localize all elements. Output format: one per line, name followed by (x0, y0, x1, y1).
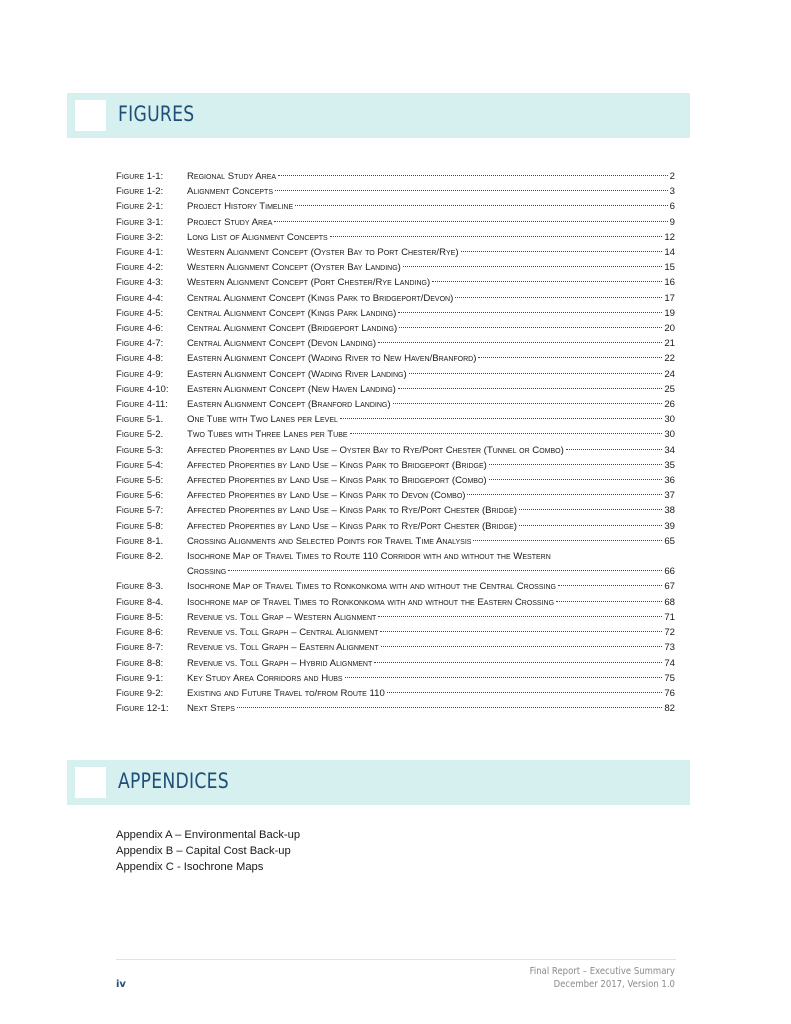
figure-label: Figure 9-1: (116, 672, 164, 684)
figure-label: Figure 2-1: (116, 201, 164, 213)
figure-entry[interactable] (116, 199, 675, 214)
dot-leader (228, 570, 662, 571)
figure-title: Crossing (187, 566, 227, 578)
figure-entry[interactable] (116, 321, 675, 336)
dot-leader (378, 616, 662, 617)
figure-entry-text (187, 199, 675, 214)
figure-title: Project History Timeline (187, 201, 294, 213)
dot-leader (489, 464, 662, 465)
header-square (75, 767, 106, 798)
figure-label: Figure 5-7: (116, 505, 164, 517)
figure-label: Figure 1-1: (116, 171, 164, 182)
figure-page-number: 14 (664, 247, 675, 259)
figure-label: Figure 8-5: (116, 611, 164, 623)
dot-leader (380, 631, 662, 632)
figure-entry[interactable] (116, 230, 675, 245)
figure-title: Eastern Alignment Concept (New Haven Landing) (187, 383, 396, 395)
figure-entry-text (187, 564, 675, 579)
figure-page-number: 66 (664, 566, 675, 578)
figure-label: Figure 4-7: (116, 338, 164, 350)
figure-entry[interactable] (116, 291, 675, 306)
dot-leader (274, 221, 667, 222)
figure-page-number: 25 (664, 383, 675, 395)
figure-page-number: 65 (664, 535, 675, 547)
dot-leader (566, 449, 663, 450)
figure-label: Figure 4-8: (116, 353, 164, 365)
figure-entry[interactable] (116, 412, 675, 427)
figure-title: Central Alignment Concept (Bridgeport Landing) (187, 323, 398, 335)
figure-page-number: 17 (664, 292, 675, 304)
figure-entry-text (187, 519, 675, 534)
figure-entry-text (187, 275, 675, 290)
figure-page-number: 2 (669, 171, 675, 182)
dot-leader (393, 403, 663, 404)
figure-entry[interactable] (116, 275, 675, 290)
page-number: iv (116, 979, 126, 990)
figure-entry[interactable] (116, 351, 675, 366)
figure-page-number: 37 (664, 490, 675, 502)
figure-entry[interactable] (116, 656, 675, 671)
figure-entry-text (187, 549, 675, 564)
figure-entry[interactable] (116, 579, 675, 594)
figure-label: Figure 5-1. (116, 414, 164, 426)
figure-page-number: 30 (664, 414, 675, 426)
figure-entry[interactable] (116, 519, 675, 534)
figure-title: Affected Properties by Land Use – Kings Park to Bridgeport (Combo) (187, 475, 487, 487)
figure-entry[interactable] (116, 503, 675, 518)
figure-title: Central Alignment Concept (Devon Landing) (187, 338, 377, 350)
figure-title: Western Alignment Concept (Oyster Bay to Port Chester/Rye) (187, 247, 459, 259)
appendix-item[interactable]: Appendix C - Isochrone Maps (116, 861, 264, 873)
figure-entry-text (187, 701, 675, 716)
figure-entry[interactable] (116, 595, 675, 610)
figure-entry-text (187, 184, 675, 199)
figure-entry-text (187, 579, 675, 594)
figure-entry[interactable] (116, 458, 675, 473)
figure-label: Figure 5-2. (116, 429, 164, 441)
header-square (75, 100, 106, 131)
dot-leader (237, 707, 662, 708)
figure-entry[interactable] (116, 488, 675, 503)
dot-leader (519, 509, 662, 510)
figure-label: Figure 5-4: (116, 459, 164, 471)
figure-entry-text (187, 427, 675, 442)
figure-title: Affected Properties by Land Use – Kings Park to Bridgeport (Bridge) (187, 459, 487, 471)
figure-entry[interactable] (116, 564, 675, 579)
figure-entry-text (187, 534, 675, 549)
figure-page-number: 9 (669, 216, 675, 228)
figure-title: Regional Study Area (187, 171, 277, 182)
figure-page-number: 38 (664, 505, 675, 517)
figure-page-number: 12 (664, 231, 675, 243)
dot-leader (467, 494, 662, 495)
dot-leader (340, 418, 662, 419)
dot-leader (275, 190, 668, 191)
figure-label: Figure 5-8: (116, 520, 164, 532)
figure-entry-text (187, 291, 675, 306)
figure-page-number: 72 (664, 627, 675, 639)
figure-page-number: 21 (664, 338, 675, 350)
figure-title: Affected Properties by Land Use – Oyster Bay to Rye/Port Chester (Tunnel or Combo) (187, 444, 564, 456)
figure-entry-text (187, 610, 675, 625)
dot-leader (387, 692, 663, 693)
dot-leader (473, 540, 662, 541)
dot-leader (455, 297, 662, 298)
dot-leader (398, 312, 662, 313)
figure-entry[interactable] (116, 367, 675, 382)
figure-label: Figure 4-9: (116, 368, 164, 380)
figure-entry[interactable] (116, 184, 675, 199)
figure-entry[interactable] (116, 473, 675, 488)
figure-label: Figure 4-6: (116, 323, 164, 335)
dot-leader (381, 646, 663, 647)
figures-header-band (67, 93, 690, 138)
figure-page-number: 24 (664, 368, 675, 380)
figure-title: Crossing Alignments and Selected Points for Travel Time Analysis (187, 535, 472, 547)
dot-leader (556, 601, 662, 602)
figure-page-number: 68 (664, 596, 675, 608)
figure-entry[interactable] (116, 306, 675, 321)
figure-entry[interactable] (116, 336, 675, 351)
figure-entry-text (187, 503, 675, 518)
figure-title: Central Alignment Concept (Kings Park Landing) (187, 307, 397, 319)
figure-entry[interactable] (116, 382, 675, 397)
figure-label: Figure 8-7: (116, 642, 164, 654)
dot-leader (374, 662, 662, 663)
figure-title: Affected Properties by Land Use – Kings Park to Rye/Port Chester (Bridge) (187, 520, 517, 532)
figure-title: Western Alignment Concept (Port Chester/Rye Landing) (187, 277, 431, 289)
figure-entry-text (187, 169, 675, 184)
figure-label: Figure 5-6: (116, 490, 164, 502)
figure-entry-text (187, 321, 675, 336)
appendix-item[interactable]: Appendix B – Capital Cost Back-up (116, 845, 291, 857)
dot-leader (278, 175, 668, 176)
figure-title: Eastern Alignment Concept (Wading River Landing) (187, 368, 407, 380)
figure-label: Figure 4-5: (116, 307, 164, 319)
figure-title: Project Study Area (187, 216, 273, 228)
figure-page-number: 74 (664, 657, 675, 669)
dot-leader (330, 236, 663, 237)
dot-leader (432, 281, 662, 282)
figure-title: Key Study Area Corridors and Hubs (187, 672, 343, 684)
figure-entry[interactable] (116, 701, 675, 716)
figure-page-number: 3 (669, 186, 675, 198)
dot-leader (478, 357, 662, 358)
figure-entry-text (187, 488, 675, 503)
figure-label: Figure 5-3: (116, 444, 164, 456)
figure-entry-text (187, 245, 675, 260)
appendix-item[interactable]: Appendix A – Environmental Back-up (116, 829, 301, 841)
figure-entry-text (187, 397, 675, 412)
figure-title: Revenue vs. Toll Grap – Western Alignment (187, 611, 377, 623)
dot-leader (409, 373, 663, 374)
figure-page-number: 76 (664, 687, 675, 699)
footer-report-info (530, 965, 675, 991)
figure-page-number: 26 (664, 399, 675, 411)
appendices-heading: APPENDICES (118, 769, 229, 793)
figure-entry-text (187, 230, 675, 245)
figure-label: Figure 4-3: (116, 277, 164, 289)
figure-page-number: 39 (664, 520, 675, 532)
figure-page-number: 20 (664, 323, 675, 335)
figure-page-number: 75 (664, 672, 675, 684)
figure-entry-text (187, 215, 675, 230)
footer-report-title: Final Report – Executive Summary (529, 966, 675, 977)
dot-leader (403, 266, 662, 267)
figure-entry-text (187, 686, 675, 701)
dot-leader (350, 433, 663, 434)
figure-entry[interactable] (116, 397, 675, 412)
appendix-list (116, 827, 300, 875)
figure-title: Revenue vs. Toll Graph – Central Alignment (187, 627, 379, 639)
figure-label: Figure 12-1: (116, 703, 169, 715)
figure-entry-text (187, 640, 675, 655)
list-of-figures (116, 169, 675, 716)
figure-label: Figure 4-1: (116, 247, 164, 259)
figure-page-number: 36 (664, 475, 675, 487)
figure-page-number: 34 (664, 444, 675, 456)
dot-leader (461, 251, 663, 252)
figure-entry[interactable] (116, 610, 675, 625)
figure-page-number: 73 (664, 642, 675, 654)
figure-title: Alignment Concepts (187, 186, 273, 198)
figure-page-number: 15 (664, 262, 675, 274)
figure-label: Figure 9-2: (116, 687, 164, 699)
figure-entry[interactable] (116, 260, 675, 275)
figure-entry[interactable] (116, 245, 675, 260)
figure-page-number: 71 (664, 611, 675, 623)
figure-title: Affected Properties by Land Use – Kings Park to Rye/Port Chester (Bridge) (187, 505, 517, 517)
figure-page-number: 22 (664, 353, 675, 365)
figure-title: Next Steps (187, 703, 235, 715)
figure-entry-text (187, 382, 675, 397)
figure-title: Western Alignment Concept (Oyster Bay Landing) (187, 262, 401, 274)
figure-label: Figure 8-4. (116, 596, 164, 608)
figure-title: Long List of Alignment Concepts (187, 231, 328, 243)
figure-entry-text (187, 367, 675, 382)
figure-entry-text (187, 351, 675, 366)
figure-title: Two Tubes with Three Lanes per Tube (187, 429, 348, 441)
figure-page-number: 35 (664, 459, 675, 471)
figure-entry-text (187, 656, 675, 671)
figure-page-number: 6 (669, 201, 675, 213)
dot-leader (399, 327, 662, 328)
figure-label: Figure 8-8: (116, 657, 164, 669)
figure-title: Eastern Alignment Concept (Wading River to New Haven/Branford) (187, 353, 477, 365)
figures-heading: FIGURES (118, 102, 195, 126)
figure-entry-text (187, 671, 675, 686)
footer-date-version: December 2017, Version 1.0 (553, 979, 675, 990)
figure-entry[interactable] (116, 215, 675, 230)
figure-entry-text (187, 260, 675, 275)
figure-page-number: 16 (664, 277, 675, 289)
figure-entry-text (187, 306, 675, 321)
figure-entry-text (187, 412, 675, 427)
figure-entry[interactable] (116, 549, 675, 564)
figure-title: Affected Properties by Land Use – Kings Park to Devon (Combo) (187, 490, 466, 502)
figure-label: Figure 3-1: (116, 216, 164, 228)
figure-label: Figure 3-2: (116, 231, 164, 243)
figure-title: Revenue vs. Toll Graph – Eastern Alignment (187, 642, 379, 654)
figure-title: Existing and Future Travel to/from Route 110 (187, 687, 385, 699)
dot-leader (558, 585, 662, 586)
figure-entry-text (187, 473, 675, 488)
appendices-header-band (67, 760, 690, 805)
figure-label: Figure 4-2: (116, 262, 164, 274)
dot-leader (519, 525, 662, 526)
figure-label: Figure 1-2: (116, 186, 164, 198)
figure-title: Isochrone map of Travel Times to Ronkonkoma with and without the Eastern Crossing (187, 596, 555, 608)
figure-title: Isochrone Map of Travel Times to Ronkonkoma with and without the Central Crossing (187, 581, 556, 593)
figure-label: Figure 8-3. (116, 581, 164, 593)
figure-title: Eastern Alignment Concept (Branford Landing) (187, 399, 391, 411)
figure-title: Isochrone Map of Travel Times to Route 110 Corridor with and without the Western (187, 551, 551, 563)
figure-entry[interactable] (116, 686, 675, 701)
figure-label: Figure 8-6: (116, 627, 164, 639)
figure-entry[interactable] (116, 169, 675, 184)
dot-leader (489, 479, 663, 480)
figure-page-number: 82 (664, 703, 675, 715)
figure-title: One Tube with Two Lanes per Level (187, 414, 338, 426)
footer-divider (116, 959, 676, 960)
dot-leader (378, 342, 662, 343)
dot-leader (345, 677, 663, 678)
figure-entry-text (187, 595, 675, 610)
figure-entry-text (187, 443, 675, 458)
figure-entry-text (187, 625, 675, 640)
figure-label: Figure 4-4: (116, 292, 164, 304)
figure-entry-text (187, 336, 675, 351)
figure-label: Figure 8-1. (116, 535, 164, 547)
figure-entry[interactable] (116, 427, 675, 442)
figure-page-number: 19 (664, 307, 675, 319)
figure-label: Figure 4-11: (116, 399, 168, 411)
figure-page-number: 67 (664, 581, 675, 593)
figure-entry-text (187, 458, 675, 473)
figure-entry[interactable] (116, 534, 675, 549)
figure-entry[interactable] (116, 443, 675, 458)
figure-label: Figure 5-5: (116, 475, 164, 487)
figure-title: Central Alignment Concept (Kings Park to Bridgeport/Devon) (187, 292, 454, 304)
figure-label: Figure 4-10: (116, 383, 169, 395)
figure-title: Revenue vs. Toll Graph – Hybrid Alignment (187, 657, 373, 669)
figure-page-number: 30 (664, 429, 675, 441)
figure-entry[interactable] (116, 640, 675, 655)
figure-entry[interactable] (116, 625, 675, 640)
figure-entry[interactable] (116, 671, 675, 686)
dot-leader (295, 205, 667, 206)
dot-leader (398, 388, 662, 389)
figure-label: Figure 8-2. (116, 551, 164, 563)
